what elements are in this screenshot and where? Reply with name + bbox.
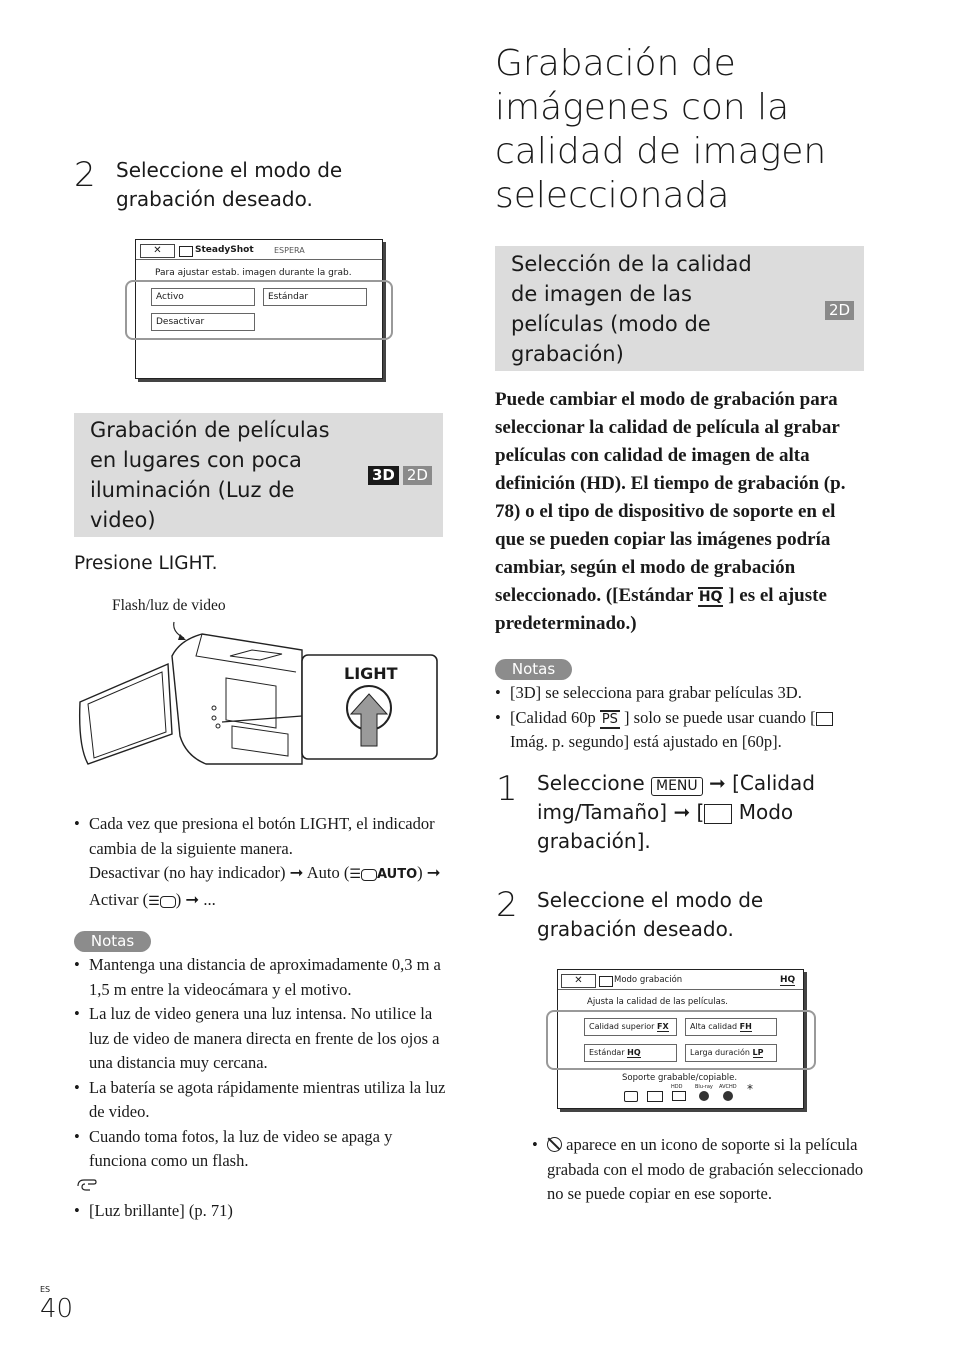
- notes-list: [74, 953, 446, 1174]
- step-text-part: Seleccione: [537, 771, 645, 795]
- list-item: • Cuando toma fotos, la luz de video se apaga y funciona como un flash.: [74, 1125, 446, 1174]
- step-number: 2: [496, 885, 518, 925]
- bullet-text: ) ➞ Activar (: [89, 863, 441, 909]
- page-number: 40: [40, 1294, 74, 1324]
- step-number: 1: [496, 769, 518, 809]
- list-item: • [3D] se selecciona para grabar películas 3D.: [495, 681, 867, 706]
- notas-badge: Notas: [74, 931, 151, 952]
- film-icon: [816, 712, 833, 726]
- camcorder-illustration: [76, 616, 440, 766]
- section-header: [74, 413, 443, 537]
- divider: [558, 989, 803, 990]
- list-item: [74, 812, 446, 913]
- screen-title: Modo grabación: [614, 975, 683, 985]
- badge-3d: 3D: [368, 466, 399, 485]
- bullet-text: Desactivar (no hay indicador) ➞ Auto (: [89, 863, 350, 882]
- option-estandar[interactable]: Estándar HQ: [584, 1044, 677, 1062]
- instruction-text: Presione LIGHT.: [74, 553, 218, 574]
- step-text-part: ➞ [Calidad img/Tamaño] ➞ [: [537, 771, 815, 824]
- page-title: Grabación de imágenes con la calidad de imagen seleccionada: [495, 43, 827, 216]
- screen-title: SteadyShot: [195, 245, 254, 255]
- step-text: Seleccione el modo de grabación deseado.: [116, 158, 343, 211]
- hq-icon: HQ: [698, 589, 723, 605]
- bluray-label: Blu-ray: [695, 1084, 713, 1090]
- bullet-text: [Calidad 60p: [510, 707, 596, 727]
- memory-card-icon: [624, 1091, 638, 1102]
- section-title: Grabación de películas en lugares con poca iluminación (Luz de video): [90, 418, 330, 532]
- close-button[interactable]: ✕: [140, 244, 175, 258]
- screen-prompt: Para ajustar estab. imagen durante la grab.: [155, 268, 352, 278]
- film-icon: [179, 246, 193, 257]
- divider: [136, 259, 382, 260]
- lp-icon: LP: [752, 1048, 764, 1057]
- light-auto-icon: ☰ AUTO: [349, 867, 418, 882]
- step-number: 2: [74, 155, 96, 195]
- bullet-text: Imág. p. segundo] está ajustado en [60p].: [510, 732, 782, 751]
- film-icon: [599, 976, 613, 987]
- badge-2d: 2D: [825, 301, 854, 320]
- mode-badges: [368, 465, 432, 485]
- option-activo[interactable]: Activo: [151, 288, 255, 306]
- language-code: ES: [40, 1285, 51, 1294]
- option-larga-duracion[interactable]: Larga duración LP: [685, 1044, 777, 1062]
- support-label: Soporte grabable/copiable.: [622, 1073, 738, 1083]
- card-icon: [647, 1091, 663, 1102]
- list-item: • Mantenga una distancia de aproximadamente 0,3 m a 1,5 m entre la videocámara y el motivo.: [74, 953, 446, 1002]
- mode-badges: [825, 300, 854, 320]
- fh-icon: FH: [739, 1022, 752, 1031]
- bluray-disc-icon: [699, 1091, 709, 1101]
- reference-link[interactable]: • [Luz brillante] (p. 71): [74, 1199, 446, 1224]
- status-text: ESPERA: [274, 246, 305, 255]
- list-item: [532, 1133, 867, 1207]
- reference-hand-icon: [76, 1174, 98, 1192]
- asterisk: *: [747, 1082, 753, 1096]
- avchd-label: AVCHD: [719, 1084, 737, 1090]
- reference-list: [74, 1199, 446, 1224]
- selection-highlight: [546, 1010, 816, 1070]
- option-calidad-superior[interactable]: Calidad superior FX: [584, 1018, 677, 1036]
- notas-badge: Notas: [495, 659, 572, 680]
- bullet-text: Cada vez que presiona el botón LIGHT, el indicador cambia de la siguiente manera.: [89, 814, 435, 858]
- step-text: Seleccione el modo de grabación deseado.: [537, 888, 764, 941]
- usb-icon: [672, 1091, 686, 1101]
- step-text-part: Modo grabación].: [537, 800, 794, 853]
- fx-icon: FX: [657, 1022, 669, 1031]
- section-title: Selección de la calidad de imagen de las películas (modo de grabación): [511, 252, 752, 366]
- film-icon: [704, 804, 732, 824]
- bullet-list: [532, 1133, 867, 1207]
- dvd-disc-icon: [723, 1091, 733, 1101]
- intro-text: Puede cambiar el modo de grabación para seleccionar la calidad de película al grabar películas con calidad de imagen de alta definición (HD). El tiempo de grabación (p. 78) o el tipo de dispositivo de soporte en el que se pueden copiar las imágenes podría cambiar, según el modo de grabación seleccionado. ([Estándar: [495, 389, 846, 606]
- step-text: [537, 769, 867, 856]
- option-estandar[interactable]: Estándar: [263, 288, 367, 306]
- intro-text: ] es el ajuste predeterminado.): [495, 585, 827, 634]
- list-item: [495, 706, 867, 755]
- callout-label: Flash/luz de video: [112, 597, 226, 614]
- option-alta-calidad[interactable]: Alta calidad FH: [685, 1018, 777, 1036]
- list-item: • La luz de video genera una luz intensa. No utilice la luz de video de manera directa en frente de los ojos a una distancia muy cercana.: [74, 1002, 446, 1076]
- bullet-text: ) ➞ ...: [175, 889, 216, 909]
- bullet-text: aparece en un icono de soporte si la película grabada con el modo de grabación seleccionado no se puede copiar en ese soporte.: [547, 1135, 864, 1203]
- badge-2d: 2D: [403, 466, 432, 485]
- bullet-list: [74, 812, 446, 913]
- bullet-text: ] solo se puede usar cuando [: [624, 707, 816, 727]
- screen-prompt: Ajusta la calidad de las películas.: [587, 997, 728, 1007]
- hq-icon: HQ: [627, 1048, 641, 1057]
- light-button-label: LIGHT: [344, 664, 398, 683]
- menu-button-icon: MENU: [651, 777, 703, 796]
- ps-icon: PS: [601, 711, 618, 727]
- selection-highlight: [125, 280, 393, 340]
- list-item: • La batería se agota rápidamente mientras utiliza la luz de video.: [74, 1076, 446, 1125]
- light-on-icon: ☰: [148, 893, 176, 908]
- notes-list: [495, 681, 867, 755]
- prohibited-icon: [547, 1137, 562, 1152]
- hq-icon: HQ: [780, 975, 796, 985]
- intro-paragraph: [495, 386, 867, 638]
- hdd-icon: HDD: [671, 1084, 683, 1090]
- option-desactivar[interactable]: Desactivar: [151, 313, 255, 331]
- close-button[interactable]: ✕: [561, 974, 596, 988]
- section-header: [495, 246, 864, 371]
